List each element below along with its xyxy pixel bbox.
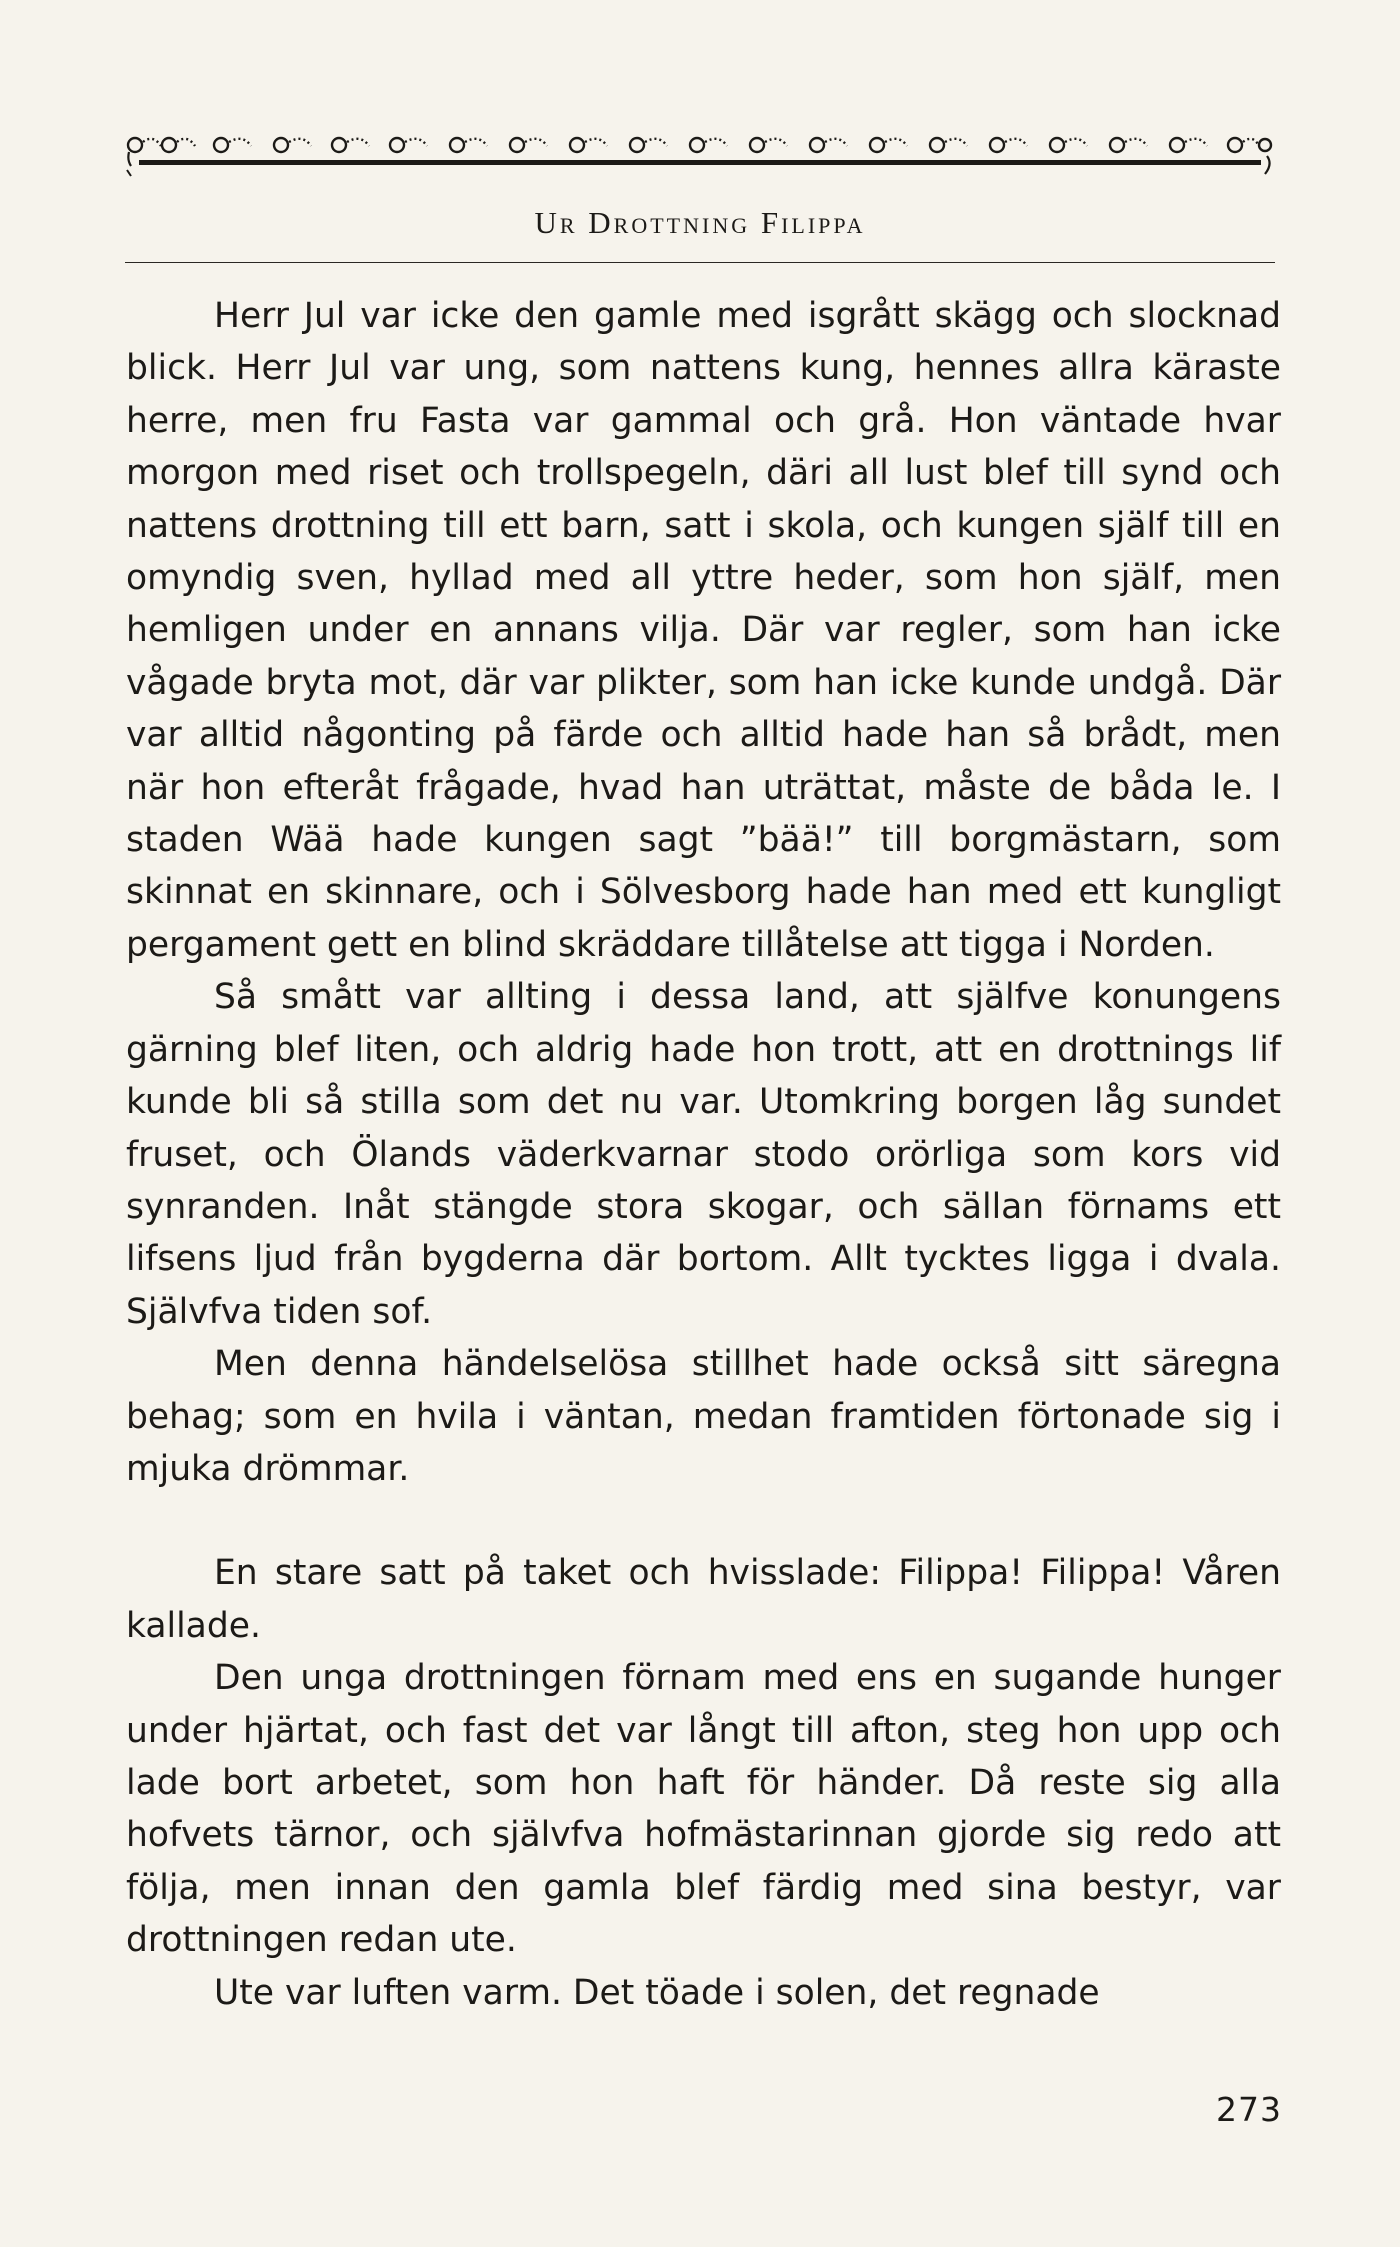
- paragraph: Men denna händelselösa stillhet hade också sitt säregna behag; som en hvila i väntan, medan framtiden förtonade sig i mjuka drömmar.: [126, 1344, 1281, 1489]
- paragraph: Herr Jul var icke den gamle med isgrått skägg och slocknad blick. Herr Jul var ung, som nattens kung, hennes allra käraste herre, men fru Fasta var gammal och grå. Hon väntade hvar morgon med riset och trollspegeln, däri all lust blef till synd och nattens drottning till ett barn, satt i skola, och kungen själf till en omyndig sven, hyllad med all yttre heder, som hon själf, men hemligen under en annans vilja. Där var regler, som han icke vågade bryta mot, där var plikter, som han icke kunde undgå. Där var alltid någonting på färde och alltid hade han så brådt, men när hon efteråt frågade, hvad han uträttat, måste de båda le. I staden Wää hade kungen sagt ”bää!” till borgmästarn, som skinnat en skinnare, och i Sölvesborg hade han med ett kungligt pergament gett en blind skräddare tillåtelse att tigga i Norden.: [126, 296, 1281, 965]
- paragraph: Ute var luften varm. Det töade i solen, det regnade: [214, 1972, 1100, 2013]
- paragraph: Så smått var allting i dessa land, att själfve konungens gärning blef liten, och aldrig hade hon trott, att en drottnings lif kunde bli så stilla som det nu var. Utomkring borgen låg sundet fruset, och Ölands väderkvarnar stodo orörliga som kors vid synranden. Inåt stängde stora skogar, och sällan förnams ett lifsens ljud från bygderna där bortom. Allt tycktes ligga i dvala. Självfva tiden sof.: [126, 977, 1281, 1332]
- running-header-title: Ur Drottning Filippa: [534, 205, 866, 240]
- header-divider: [125, 262, 1275, 263]
- paragraph: Den unga drottningen förnam med ens en sugande hunger under hjärtat, och fast det var långt till afton, steg hon upp och lade bort arbetet, som hon haft för händer. Då reste sig alla hofvets tärnor, och självfva hofmästarinnan gjorde sig redo att följa, men innan den gamla blef färdig med sina bestyr, var drottningen redan ute.: [126, 1658, 1281, 1961]
- body-text: [126, 290, 1281, 2019]
- page-number: 273: [1216, 2090, 1282, 2129]
- ornamental-border: [125, 130, 1275, 178]
- paragraph: En stare satt på taket och hvisslade: Filippa! Filippa! Våren kallade.: [126, 1553, 1281, 1646]
